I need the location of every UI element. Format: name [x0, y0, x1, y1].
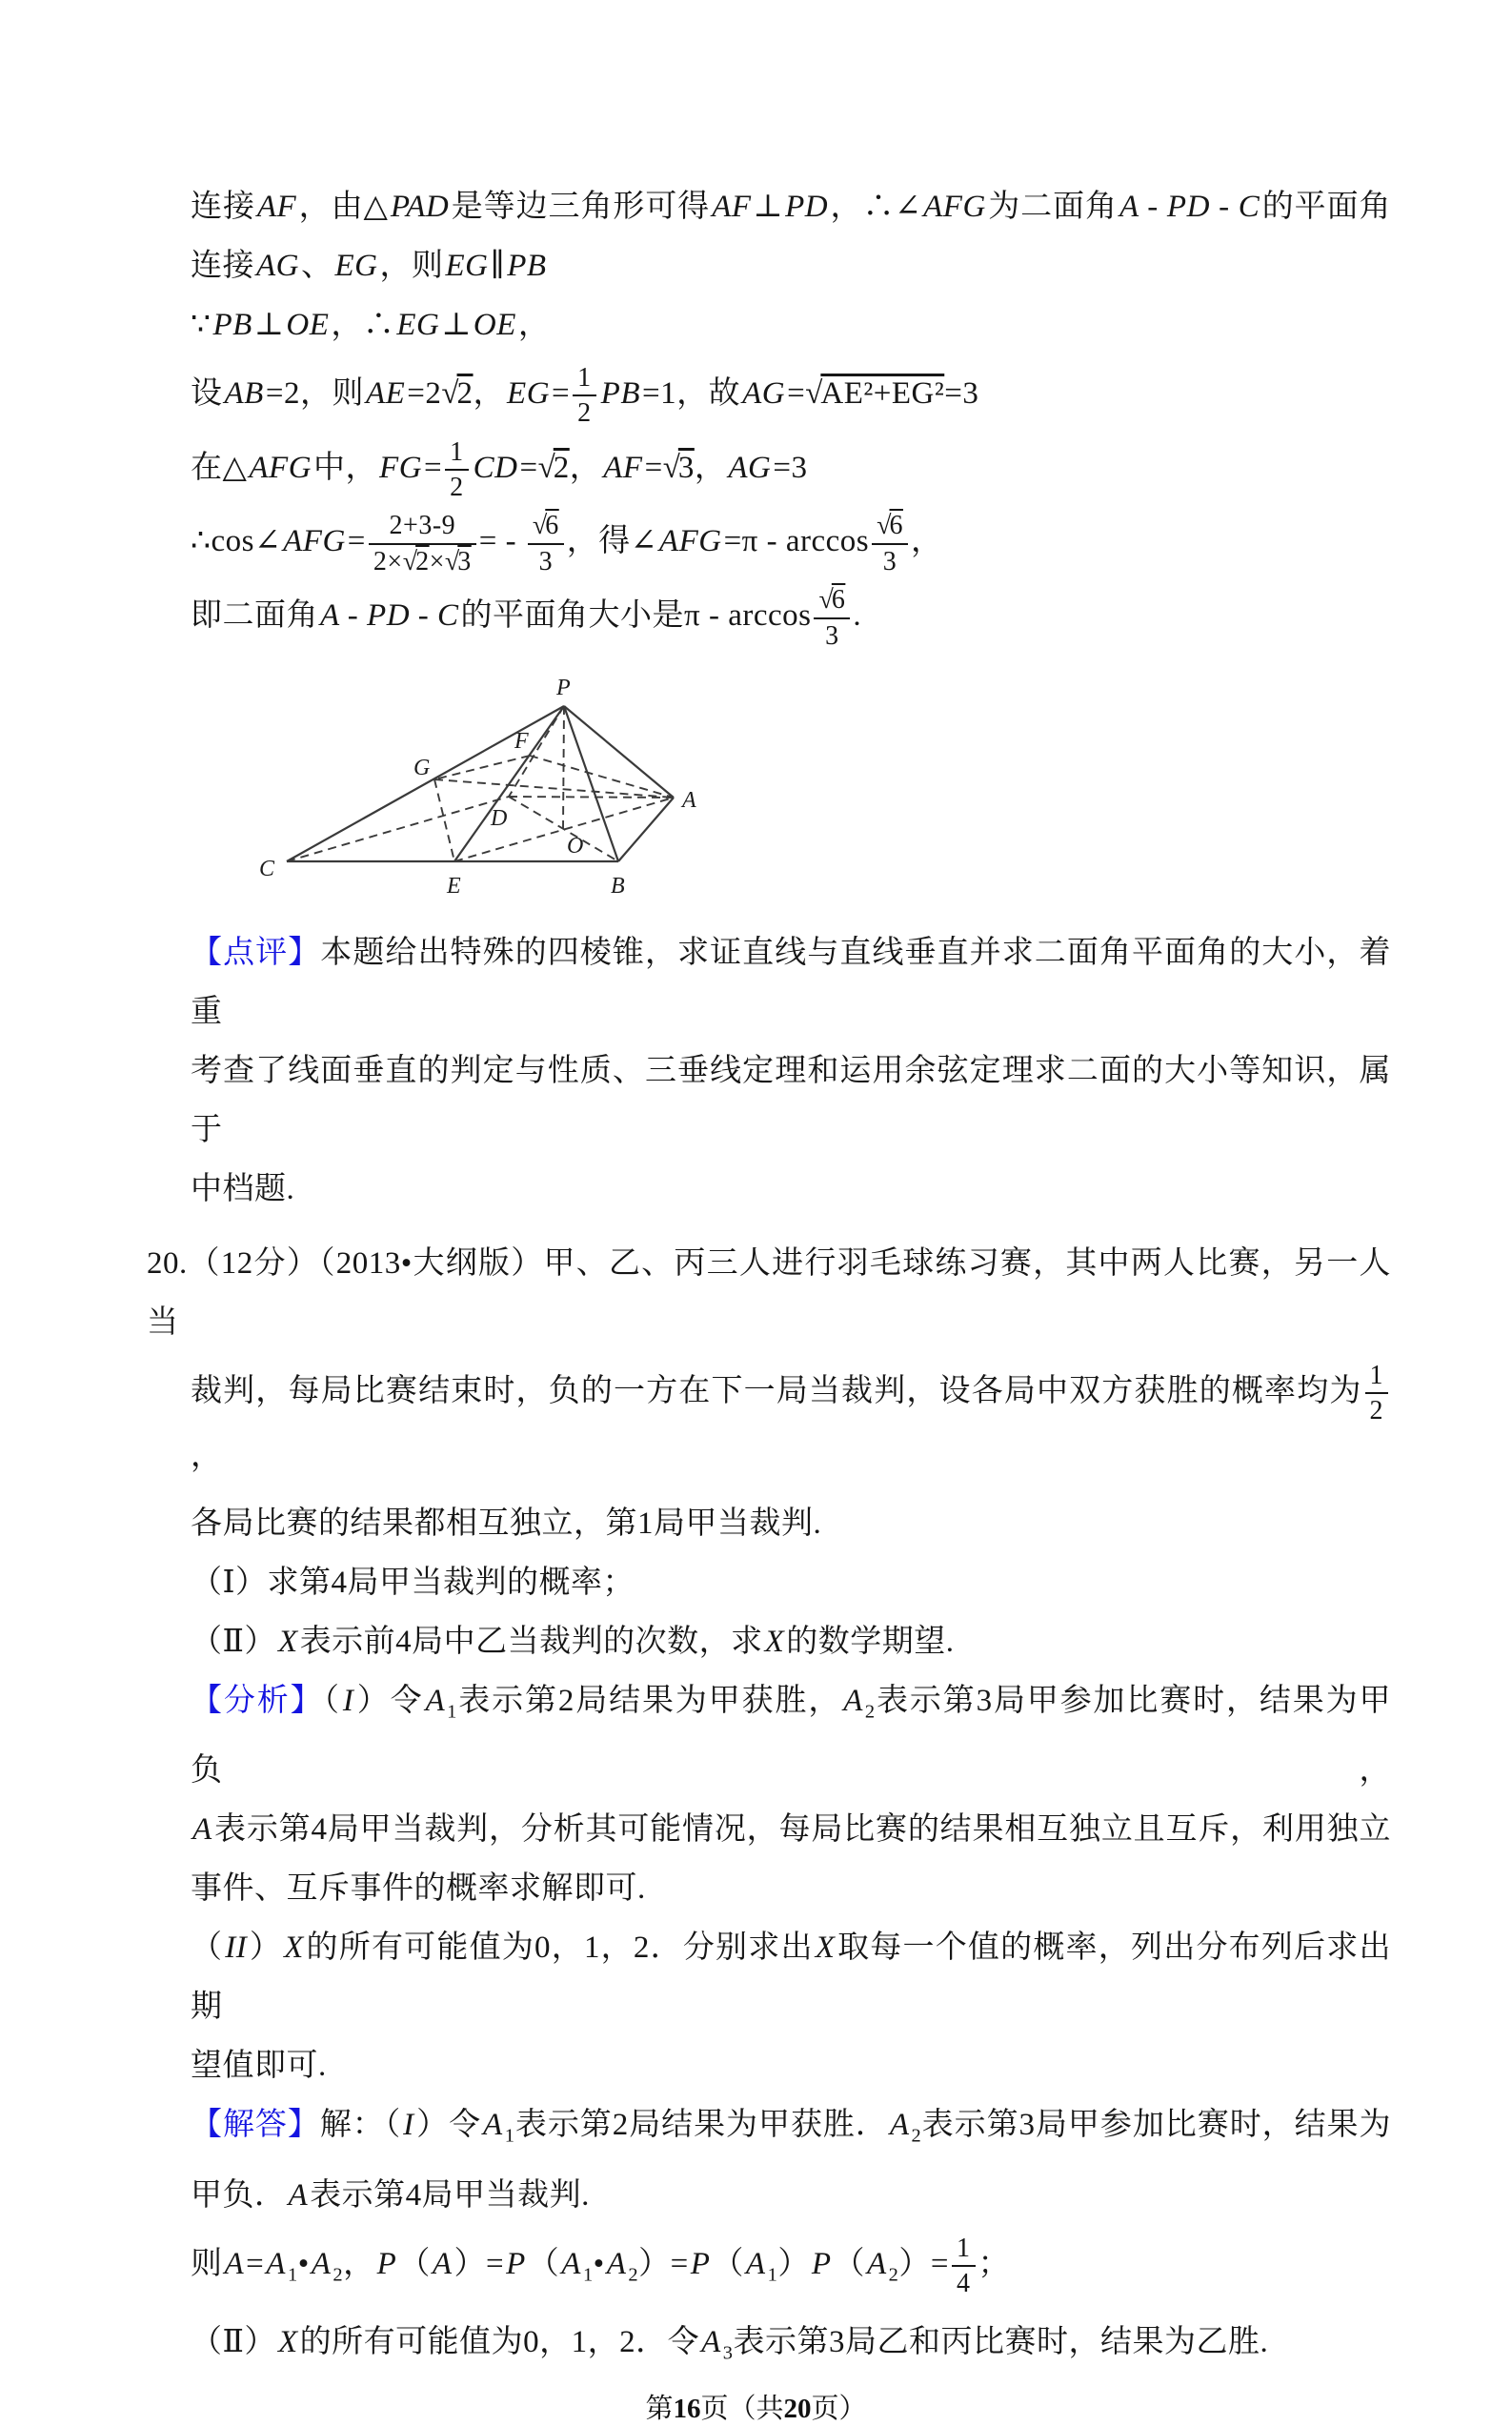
doc-line: 望值即可.	[191, 2049, 327, 2084]
figure-vertex-labels	[259, 676, 696, 899]
vertex-label-e: E	[447, 873, 461, 899]
doc-line: 【点评】本题给出特殊的四棱锥，求证直线与直线垂直并求二面角平面角的大小，着重	[191, 935, 1392, 1029]
doc-line: 连接AF，由△PAD是等边三角形可得AF⊥PD，∴∠AFG为二面角A - PD - C的平面角	[191, 190, 1392, 224]
vertex-label-g: G	[413, 755, 431, 780]
vertex-label-f: F	[514, 728, 529, 754]
vertex-label-b: B	[611, 873, 625, 899]
doc-line: 甲负．A表示第4局甲当裁判.	[191, 2177, 590, 2213]
doc-line: 则$A=A_1•A_2$，$P(A)=P(A_1•A_2)=P(A_1)P(A_2)=$ $\frac{1}{4}$ ；	[191, 2233, 1010, 2299]
doc-line: ∵PB⊥OE，∴EG⊥OE，	[191, 308, 551, 342]
footer-text: 第	[645, 2393, 674, 2424]
doc-line: 中档题.	[191, 1171, 295, 1206]
footer-total-pages: 20	[783, 2393, 812, 2424]
doc-line: 设AB=2，则AE=2√2，EG= $\frac{1}{2}$ PB=1，故AG=√AE²+EG²=3	[191, 363, 979, 429]
doc-line: A表示第4局甲当裁判，分析其可能情况，每局比赛的结果相互独立且互斥，利用独立	[192, 1812, 1391, 1848]
vertex-label-d: D	[491, 805, 508, 831]
doc-line: （Ⅱ）X的所有可能值为0，1，2．令$A_3$表示第3局乙和丙比赛时，结果为乙胜.	[191, 2325, 1269, 2364]
doc-line: 裁判，每局比赛结束时，负的一方在下一局当裁判，设各局中双方获胜的概率均为 $\frac{1}{2}$ ，	[191, 1361, 1391, 1486]
footer-text: 页（共	[700, 2393, 784, 2424]
doc-line: 在△AFG中，FG= $\frac{1}{2}$ CD=√2，AF=√3，AG=3	[191, 436, 808, 503]
doc-line: 连接AG、EG，则EG∥PB	[191, 249, 547, 283]
geometry-figure	[252, 660, 709, 910]
vertex-label-p: P	[556, 675, 571, 700]
pyramid-diagram	[252, 660, 709, 910]
doc-line: 【解答】解：（I）令$A_1$表示第2局结果为甲获胜．$A_2$表示第3局甲参加比赛时，结果为	[191, 2108, 1391, 2147]
doc-line: （Ⅱ）X表示前4局中乙当裁判的次数，求X的数学期望.	[191, 1624, 955, 1659]
doc-line: 考查了线面垂直的判定与性质、三垂线定理和运用余弦定理求二面的大小等知识，属于	[191, 1053, 1391, 1147]
doc-line: 各局比赛的结果都相互独立，第1局甲当裁判.	[191, 1506, 822, 1541]
vertex-label-c: C	[259, 856, 275, 881]
vertex-label-o: O	[567, 833, 584, 859]
doc-line: 【分析】（I）令$A_1$表示第2局结果为甲获胜，$A_2$表示第3局甲参加比赛时，结果为甲负，	[191, 1683, 1392, 1789]
doc-line: 即二面角A - PD - C的平面角大小是π - arccos $\frac{√6}{3}$ .	[191, 585, 862, 651]
page-footer	[0, 2387, 1512, 2426]
doc-line: 事件、互斥事件的概率求解即可.	[191, 1871, 646, 1907]
footer-text: 页）	[811, 2393, 867, 2424]
doc-line: （Ⅰ）求第4局甲当裁判的概率；	[191, 1565, 635, 1600]
figure-dashed-edges	[287, 706, 674, 861]
vertex-label-a: A	[682, 787, 696, 813]
doc-line: ∴cos∠AFG= $\frac{2+3-9}{2\times√2\times√3}$ = - $\frac{√6}{3}$ ，得∠AFG=π - arccos $\frac{√6}{3}$ ，	[191, 511, 943, 576]
doc-line: （II）X的所有可能值为0，1，2．分别求出X取每一个值的概率，列出分布列后求出期	[191, 1931, 1392, 2025]
footer-current-page: 16	[673, 2393, 701, 2424]
doc-line: 20.（12分）（2013•大纲版）甲、乙、丙三人进行羽毛球练习赛，其中两人比赛，另一人当	[147, 1245, 1391, 1340]
